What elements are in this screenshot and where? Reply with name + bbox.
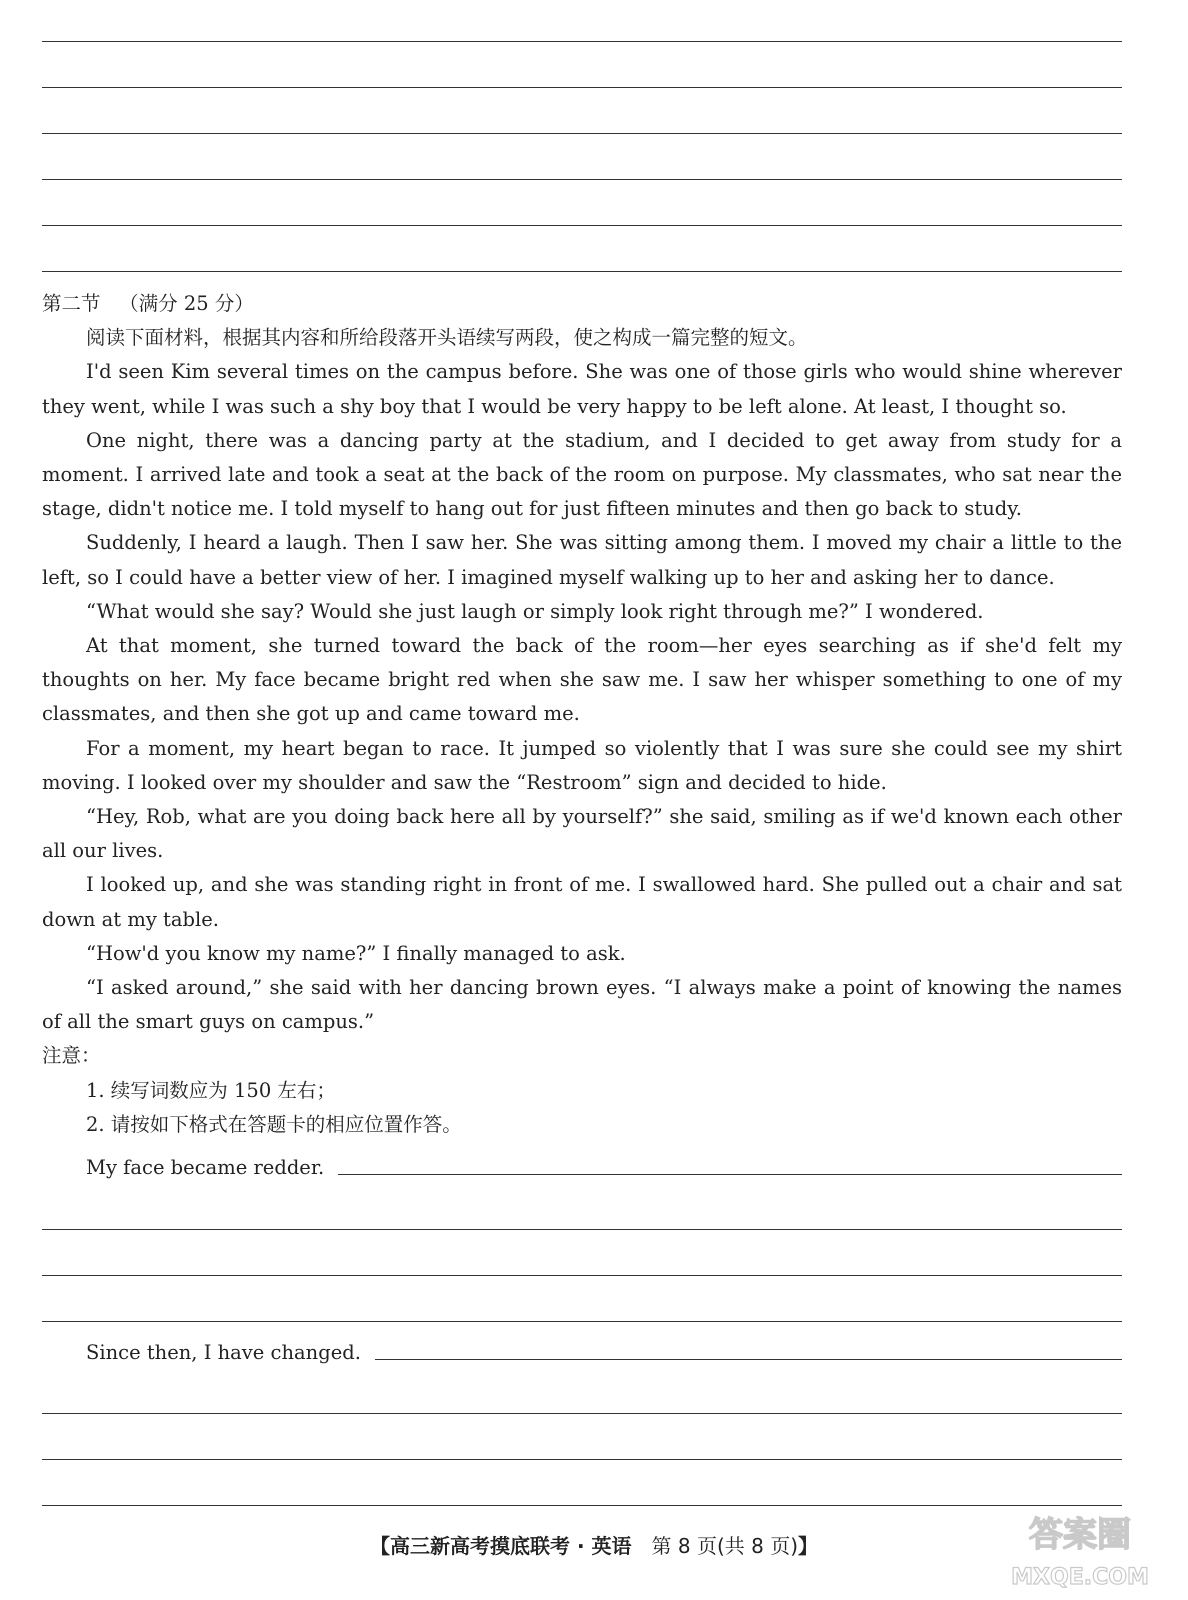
- note-item: 1. 续写词数应为 150 左右；: [86, 1078, 336, 1102]
- footer-exam: 高三新高考摸底联考: [389, 1534, 570, 1558]
- story-paragraph: I'd seen Kim several times on the campus before. She was one of those girls who would shine wherever they went, while I was such a shy boy that I would be very happy to be left alone. At least, I thought so.: [42, 360, 1122, 418]
- answer-line: [42, 1321, 1122, 1322]
- story-paragraph: “I asked around,” she said with her dancing brown eyes. “I always make a point of knowing the names of all the smart guys on campus.”: [42, 976, 1122, 1034]
- story-paragraph: “Hey, Rob, what are you doing back here all by yourself?” she said, smiling as if we'd known each other all our lives.: [42, 805, 1122, 863]
- footer-dot: ·: [569, 1534, 592, 1558]
- story-paragraph: I looked up, and she was standing right in front of me. I swallowed hard. She pulled out a chair and sat down at my table.: [42, 873, 1122, 931]
- answer-line: [42, 1229, 1122, 1230]
- footer-bracket-close: 】: [798, 1534, 818, 1558]
- answer-line: [375, 1359, 1122, 1360]
- story-paragraph: At that moment, she turned toward the back of the room—her eyes searching as if she'd felt my thoughts on her. My face became bright red when she saw me. I saw her whisper something to one of my classmates, and then she got up and came toward me.: [42, 634, 1122, 726]
- watermark-bottom: MXQE.COM: [1011, 1565, 1149, 1590]
- answer-line: [42, 1505, 1122, 1506]
- story-paragraph: One night, there was a dancing party at the stadium, and I decided to get away from study for a moment. I arrived late and took a seat at the back of the room on purpose. My classmates, who sat near the stage, didn't notice me. I told myself to hang out for just fifteen minutes and then go back to study.: [42, 428, 1122, 521]
- answer-line: [42, 1275, 1122, 1276]
- question-body: [42, 287, 1122, 1142]
- story-paragraph: “How'd you know my name?” I finally managed to ask.: [86, 941, 626, 965]
- answer-line: [42, 1459, 1122, 1460]
- prompt-first: My face became redder.: [86, 1156, 325, 1179]
- footer-bracket-open: 【: [369, 1534, 390, 1558]
- answer-line: [42, 225, 1122, 226]
- story-paragraph: Suddenly, I heard a laugh. Then I saw her. She was sitting among them. I moved my chair a little to the left, so I could have a better view of her. I imagined myself walking up to her and asking her to dance.: [42, 531, 1122, 589]
- answer-line: [42, 87, 1122, 88]
- notes-label: 注意：: [42, 1044, 101, 1068]
- answer-line: [42, 271, 1122, 272]
- answer-line: [42, 179, 1122, 180]
- answer-line: [338, 1174, 1122, 1175]
- answer-line: [42, 133, 1122, 134]
- section-heading: [42, 287, 1122, 321]
- watermark-top: 答案圈: [1029, 1515, 1131, 1555]
- story-paragraph: For a moment, my heart began to race. It jumped so violently that I was sure she could see my shirt moving. I looked over my shoulder and saw the “Restroom” sign and decided to hide.: [42, 736, 1122, 794]
- section-score: （满分 25 分）: [119, 292, 254, 315]
- story-paragraph: “What would she say? Would she just laugh or simply look right through me?” I wondered.: [86, 599, 984, 623]
- prompt-second: Since then, I have changed.: [86, 1341, 361, 1364]
- prompt-first-row: [86, 1156, 1122, 1179]
- answer-line: [42, 41, 1122, 42]
- instruction: 阅读下面材料，根据其内容和所给段落开头语续写两段，使之构成一篇完整的短文。: [86, 326, 808, 350]
- footer-page: 第 8 页(共 8 页): [631, 1534, 798, 1558]
- watermark-logo: [1000, 1504, 1160, 1594]
- section-title: 第二节: [42, 292, 101, 315]
- footer-subject: 英语: [591, 1534, 632, 1558]
- prompt-second-row: [86, 1341, 1122, 1364]
- note-item: 2. 请按如下格式在答题卡的相应位置作答。: [86, 1112, 462, 1136]
- answer-line: [42, 1413, 1122, 1414]
